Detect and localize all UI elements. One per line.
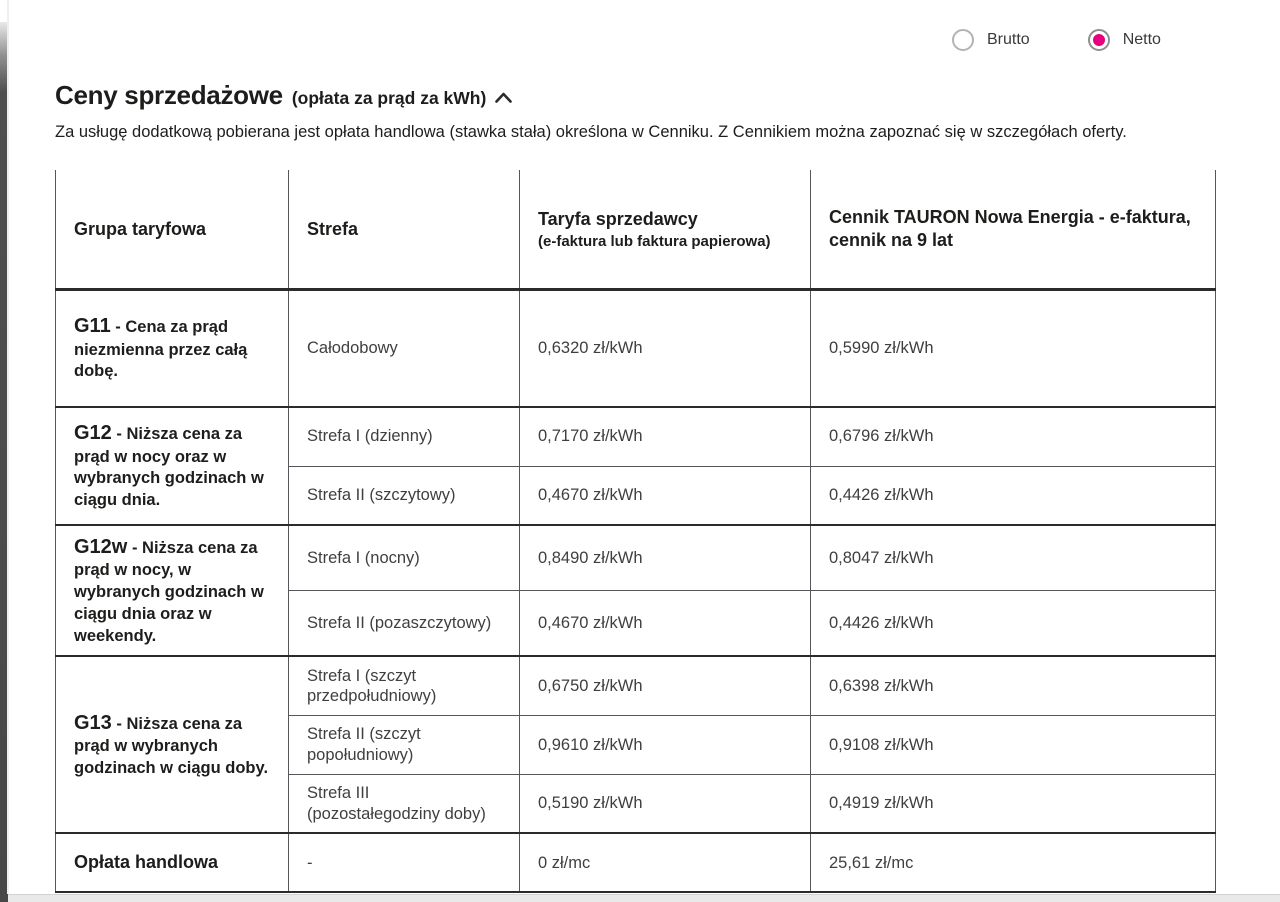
page-title-suffix: (opłata za prąd za kWh) (291, 88, 487, 108)
seller-tariff-price-cell: 0,5190 zł/kWh (520, 774, 811, 833)
cennik-price-cell: 25,61 zł/mc (811, 833, 1216, 892)
header-taryfa-sprzedawcy: Taryfa sprzedawcy (e-faktura lub faktura papierowa) (520, 170, 811, 289)
cennik-price-cell: 0,6398 zł/kWh (811, 656, 1216, 715)
radio-checked-icon[interactable] (1088, 29, 1110, 51)
cennik-price-cell: 0,4426 zł/kWh (811, 591, 1216, 657)
tariff-group-description: - Niższa cena za prąd w nocy oraz w wybranych godzinach w ciągu dnia. (74, 425, 264, 510)
tariff-group-code: Opłata handlowa (74, 852, 219, 873)
table-row (56, 833, 1216, 892)
seller-tariff-price-cell: 0,9610 zł/kWh (520, 715, 811, 774)
chevron-up-icon (495, 92, 512, 103)
zone-cell: - (289, 833, 520, 892)
table-row (56, 407, 1216, 466)
radio-dot (1093, 34, 1105, 46)
tariff-group-code: G12 (74, 422, 112, 445)
table-row (56, 289, 1216, 407)
section-description: Za usługę dodatkową pobierana jest opłata handlowa (stawka stała) określona w Cenniku. Z Cennikiem można zapoznać się w szczegółach oferty. (55, 123, 1127, 141)
zone-cell: Całodobowy (289, 289, 520, 407)
cennik-price-cell: 0,4919 zł/kWh (811, 774, 1216, 833)
tariff-group-code: G13 (74, 711, 112, 734)
table-row (56, 525, 1216, 591)
tariff-group-cell (56, 407, 289, 525)
price-mode-toggle (952, 29, 1161, 51)
zone-cell: Strefa III (pozostałegodziny doby) (289, 774, 520, 833)
seller-tariff-price-cell: 0,4670 zł/kWh (520, 466, 811, 525)
tariff-group-cell (56, 525, 289, 656)
seller-tariff-price-cell: 0,6750 zł/kWh (520, 656, 811, 715)
collapse-section-button[interactable] (495, 91, 512, 106)
bottom-edge-bar (0, 894, 1280, 902)
cennik-price-cell: 0,5990 zł/kWh (811, 289, 1216, 407)
page-title: Ceny sprzedażowe (55, 80, 283, 110)
radio-option-brutto[interactable] (952, 29, 1030, 51)
cennik-price-cell: 0,9108 zł/kWh (811, 715, 1216, 774)
tariff-group-code: G12w (74, 536, 128, 558)
pricing-table (55, 170, 1216, 893)
header-cennik: Cennik TAURON Nowa Energia - e-faktura, cennik na 9 lat (811, 170, 1216, 289)
zone-cell: Strefa II (pozaszczytowy) (289, 591, 520, 657)
cennik-price-cell: 0,4426 zł/kWh (811, 466, 1216, 525)
seller-tariff-price-cell: 0,8490 zł/kWh (520, 525, 811, 591)
seller-tariff-price-cell: 0 zł/mc (520, 833, 811, 892)
zone-cell: Strefa I (nocny) (289, 525, 520, 591)
pricing-table-container (55, 170, 1216, 893)
section-header (55, 80, 512, 111)
radio-label-netto: Netto (1122, 31, 1161, 48)
cennik-price-cell: 0,6796 zł/kWh (811, 407, 1216, 466)
radio-unchecked-icon[interactable] (952, 29, 974, 51)
tariff-group-code: G11 (74, 315, 111, 338)
zone-cell: Strefa II (szczyt popołudniowy) (289, 715, 520, 774)
zone-cell: Strefa I (szczyt przedpołudniowy) (289, 656, 520, 715)
tariff-group-description: - Niższa cena za prąd w nocy, w wybranych godzinach w ciągu dnia oraz w weekendy. (74, 539, 264, 645)
seller-tariff-price-cell: 0,4670 zł/kWh (520, 591, 811, 657)
cennik-price-cell: 0,8047 zł/kWh (811, 525, 1216, 591)
table-row (56, 656, 1216, 715)
left-scroll-edge (0, 22, 7, 894)
header-strefa: Strefa (289, 170, 520, 289)
radio-label-brutto: Brutto (987, 31, 1030, 48)
tariff-group-cell (56, 833, 289, 892)
tariff-group-description: - Cena za prąd niezmienna przez całą dobę. (74, 318, 248, 381)
radio-option-netto[interactable] (1088, 29, 1161, 51)
seller-tariff-price-cell: 0,6320 zł/kWh (520, 289, 811, 407)
zone-cell: Strefa II (szczytowy) (289, 466, 520, 525)
zone-cell: Strefa I (dzienny) (289, 407, 520, 466)
left-edge-line (7, 0, 9, 902)
table-header-row (56, 170, 1216, 289)
tariff-group-cell (56, 289, 289, 407)
tariff-group-cell (56, 656, 289, 833)
tariff-group-description: - Niższa cena za prąd w wybranych godzinach w ciągu doby. (74, 714, 269, 778)
header-grupa-taryfowa: Grupa taryfowa (56, 170, 289, 289)
seller-tariff-price-cell: 0,7170 zł/kWh (520, 407, 811, 466)
bottom-left-corner (0, 894, 8, 902)
